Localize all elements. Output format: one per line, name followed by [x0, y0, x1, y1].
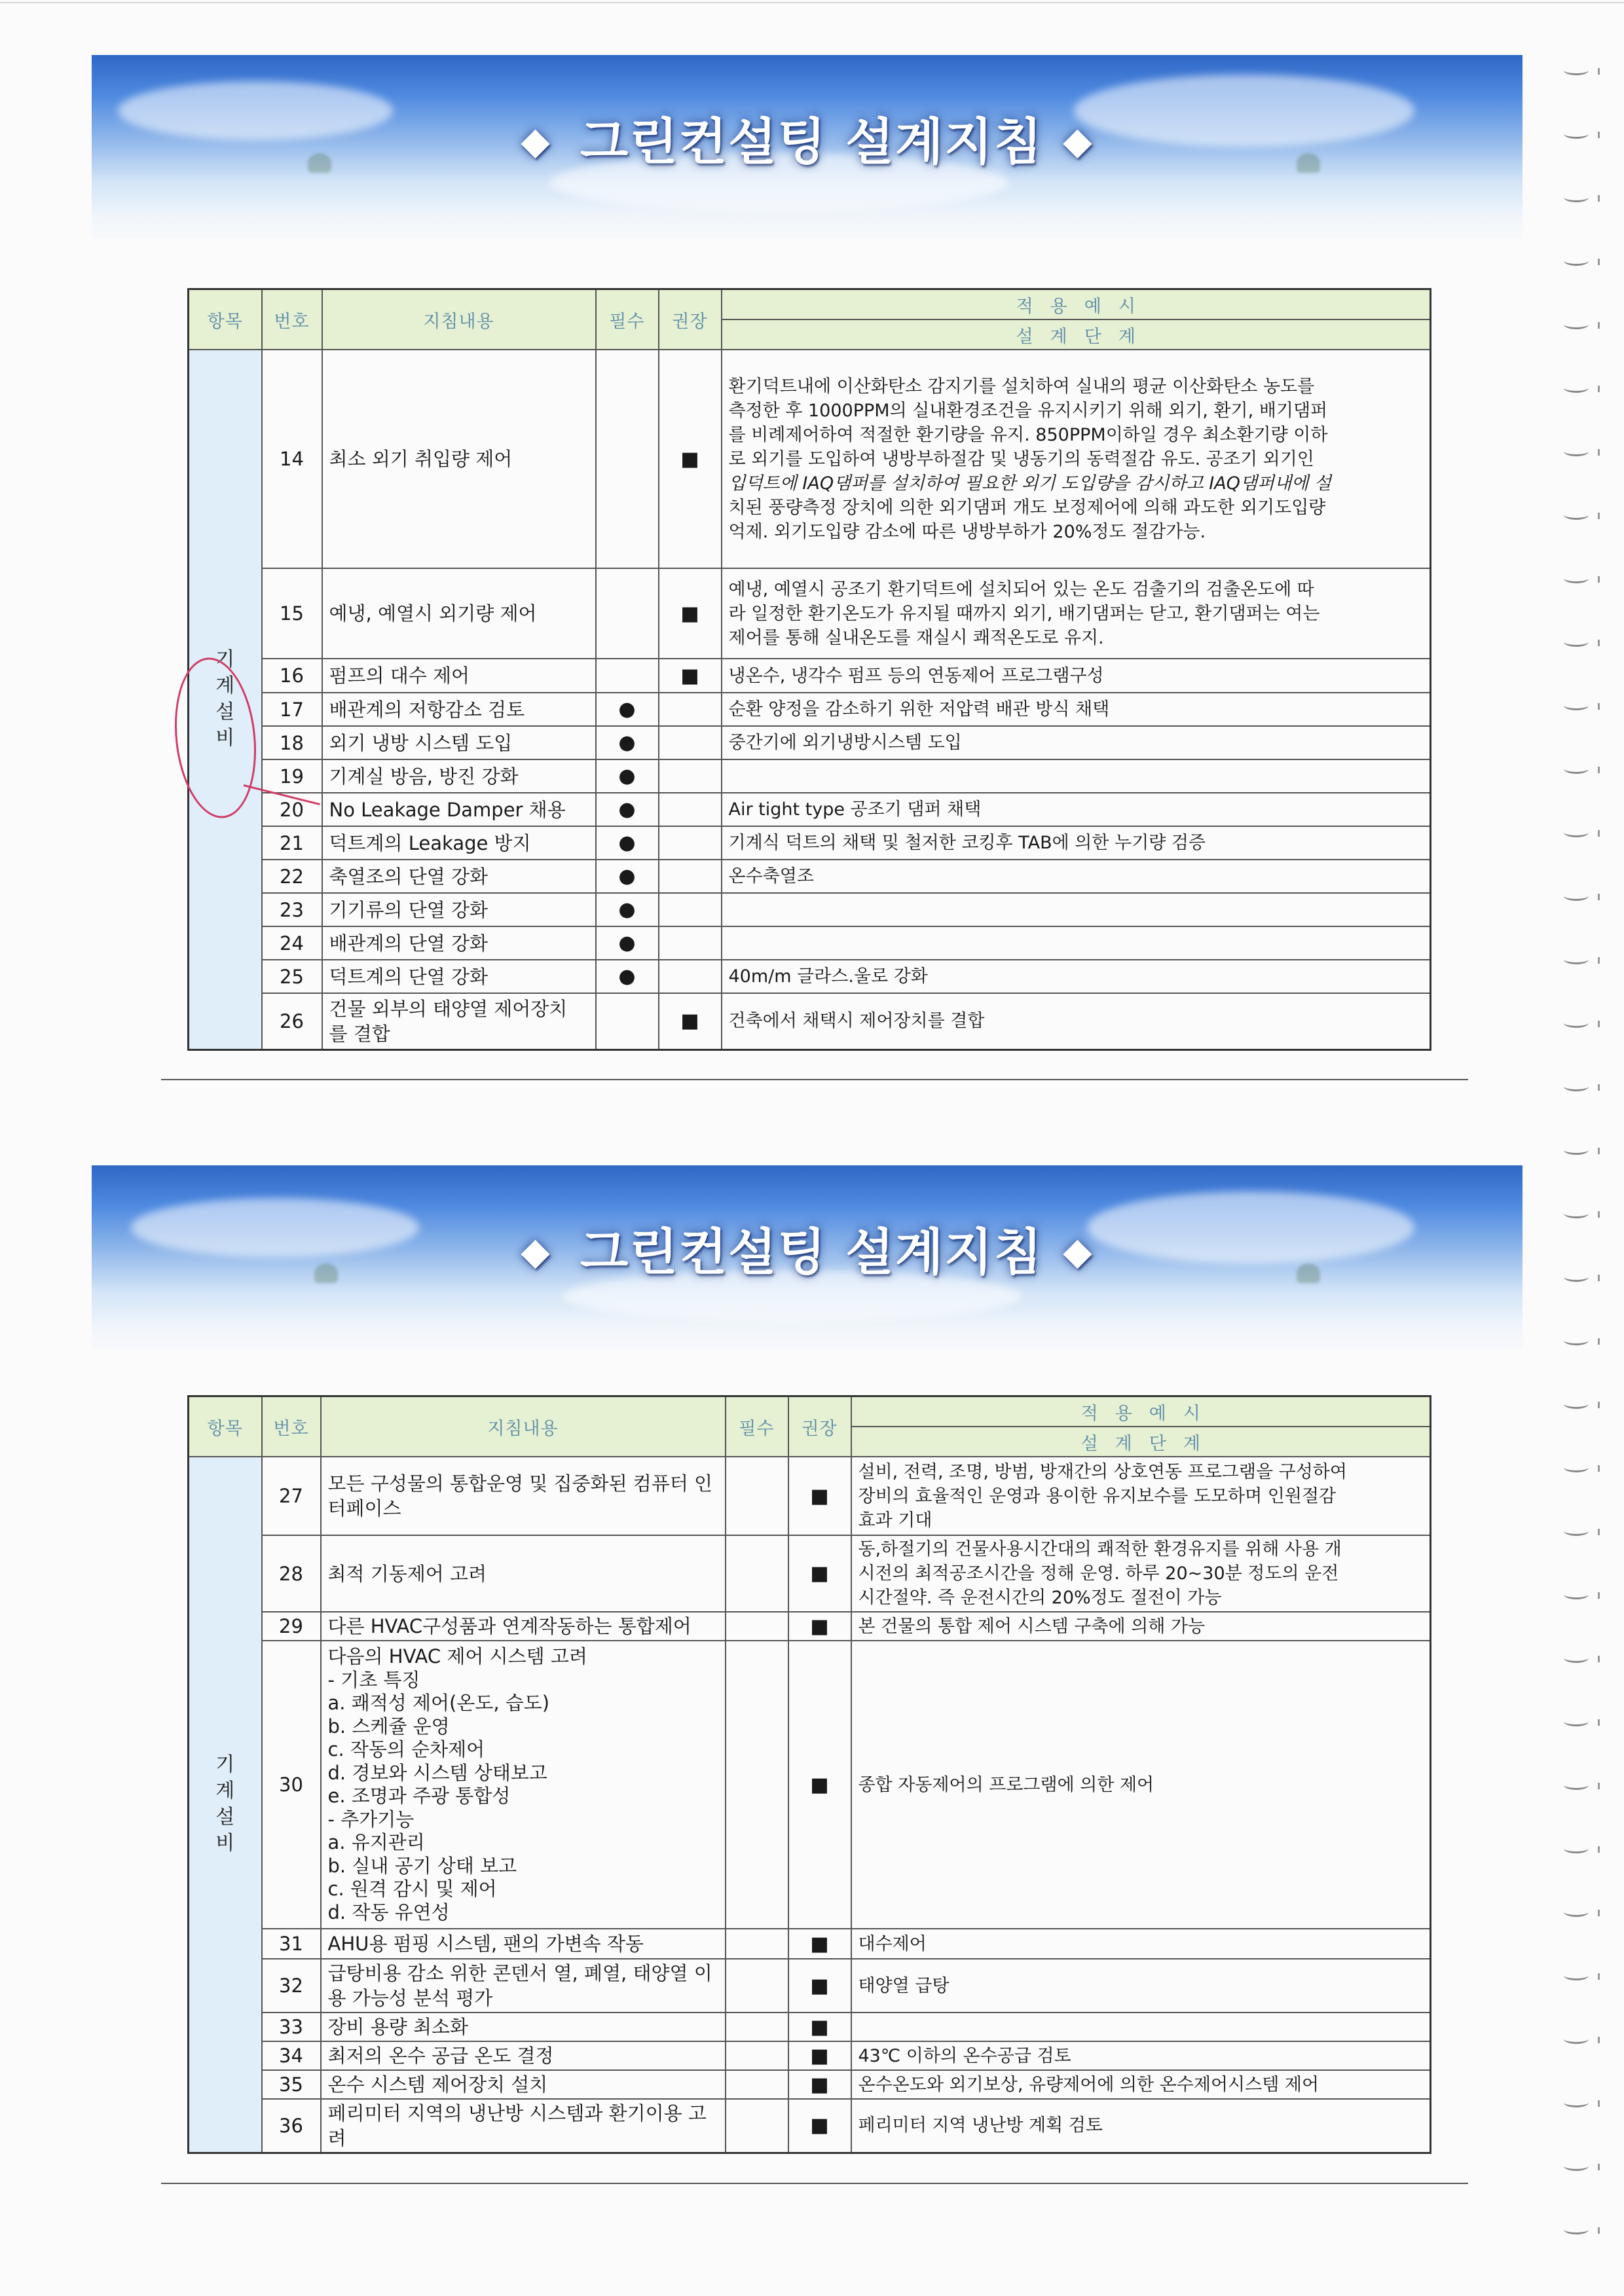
binder-ring — [1564, 1463, 1589, 1472]
binder-ring-tick — [1598, 1719, 1600, 1726]
guideline-text: 온수 시스템 제어장치 설치 — [321, 2070, 726, 2099]
table-row — [189, 1959, 1431, 2013]
category-label: 기계설비 — [215, 648, 235, 750]
row-number: 16 — [262, 659, 322, 693]
header-number: 번호 — [262, 1396, 321, 1457]
mandatory-mark — [726, 2070, 788, 2099]
row-number: 32 — [262, 1959, 321, 2013]
row-number: 22 — [262, 860, 322, 893]
guideline-text: 예냉, 예열시 외기량 제어 — [322, 568, 596, 659]
table-row — [189, 2013, 1431, 2041]
mandatory-mark — [726, 1535, 788, 1612]
table-row — [189, 568, 1431, 659]
mandatory-mark — [726, 1641, 788, 1929]
example-text: 종합 자동제어의 프로그램에 의한 제어 — [851, 1641, 1431, 1929]
row-number: 33 — [262, 2013, 321, 2041]
mandatory-mark: ● — [596, 926, 659, 960]
recommended-mark: ■ — [788, 1929, 851, 1959]
row-number: 20 — [262, 793, 322, 826]
mandatory-mark — [726, 1929, 788, 1959]
mandatory-mark — [726, 1457, 788, 1535]
guideline-text: 기기류의 단열 강화 — [322, 893, 596, 926]
guideline-text: 펌프의 대수 제어 — [322, 659, 596, 693]
binder-ring — [1564, 828, 1589, 837]
recommended-mark — [659, 759, 722, 793]
row-number: 21 — [262, 826, 322, 860]
guideline-text: 축열조의 단열 강화 — [322, 860, 596, 893]
table-row — [189, 2070, 1431, 2099]
example-text: 40m/m 글라스.울로 강화 — [722, 960, 1431, 993]
mandatory-mark — [726, 2099, 788, 2153]
binder-ring — [1564, 637, 1589, 647]
binder-ring-tick — [1598, 957, 1600, 964]
mandatory-mark: ● — [596, 693, 659, 726]
binder-ring-tick — [1598, 1402, 1600, 1408]
binder-ring-tick — [1598, 894, 1600, 900]
header-recommended: 권장 — [659, 289, 722, 350]
binder-ring — [1564, 1717, 1589, 1726]
binder-ring — [1564, 383, 1589, 393]
example-text: 건축에서 채택시 제어장치를 결합 — [722, 993, 1431, 1049]
mandatory-mark: ● — [596, 860, 659, 893]
guideline-text: 덕트계의 단열 강화 — [322, 960, 596, 993]
table-row — [189, 350, 1431, 568]
binder-ring-tick — [1598, 1783, 1600, 1789]
guideline-table-2 — [187, 1395, 1431, 2154]
guideline-text: 건물 외부의 태양열 제어장치 를 결합 — [322, 993, 596, 1049]
title-banner-1 — [92, 55, 1522, 238]
example-text: 대수제어 — [851, 1929, 1431, 1959]
recommended-mark: ■ — [788, 2070, 851, 2099]
table-row — [189, 1612, 1431, 1641]
table-row — [189, 2041, 1431, 2070]
recommended-mark: ■ — [788, 1612, 851, 1641]
row-number: 36 — [262, 2099, 321, 2153]
binder-ring — [1564, 2034, 1589, 2044]
binder-ring — [1564, 1526, 1589, 1536]
row-number: 35 — [262, 2070, 321, 2099]
binder-ring — [1564, 1272, 1589, 1282]
guideline-text: 최소 외기 취입량 제어 — [322, 350, 596, 568]
table-row — [189, 726, 1431, 759]
binder-ring — [1564, 1145, 1589, 1155]
binder-ring-tick — [1598, 830, 1600, 837]
binder-ring-tick — [1598, 1973, 1600, 1980]
binder-ring — [1564, 1590, 1589, 1599]
header-guideline: 지침내용 — [321, 1396, 726, 1457]
recommended-mark — [659, 693, 722, 726]
example-text — [722, 759, 1431, 793]
mandatory-mark: ● — [596, 759, 659, 793]
binder-ring-tick — [1598, 576, 1600, 583]
recommended-mark — [659, 860, 722, 893]
guideline-text: No Leakage Damper 채용 — [322, 793, 596, 826]
header-guideline: 지침내용 — [322, 289, 596, 350]
binder-ring — [1564, 2225, 1589, 2234]
binder-ring-tick — [1598, 767, 1600, 773]
binder-ring-tick — [1598, 1275, 1600, 1281]
mandatory-mark — [596, 993, 659, 1049]
row-number: 23 — [262, 893, 322, 926]
example-text: 태양열 급탕 — [851, 1959, 1431, 2013]
binder-ring — [1564, 1907, 1589, 1917]
binder-ring — [1564, 1780, 1589, 1790]
row-number: 14 — [262, 350, 322, 568]
row-number: 30 — [262, 1641, 321, 1929]
header-example: 적용예시 — [851, 1396, 1431, 1427]
example-text — [851, 2013, 1431, 2041]
guideline-text: 최저의 온수 공급 온도 결정 — [321, 2041, 726, 2070]
binder-ring — [1564, 319, 1589, 329]
header-design-stage: 설계단계 — [851, 1427, 1431, 1457]
binder-ring-tick — [1598, 1656, 1600, 1662]
example-text: 페리미터 지역 냉난방 계획 검토 — [851, 2099, 1431, 2153]
mandatory-mark — [726, 2041, 788, 2070]
recommended-mark: ■ — [788, 2099, 851, 2153]
binder-ring-tick — [1598, 1338, 1600, 1345]
table-row — [189, 826, 1431, 860]
binder-ring — [1564, 192, 1589, 202]
binder-ring — [1564, 574, 1589, 583]
row-number: 31 — [262, 1929, 321, 1959]
binder-ring — [1564, 1399, 1589, 1409]
recommended-mark — [659, 960, 722, 993]
example-text — [722, 926, 1431, 960]
table-row — [189, 860, 1431, 893]
binder-ring-tick — [1598, 640, 1600, 646]
recommended-mark — [659, 726, 722, 759]
row-number: 27 — [262, 1457, 321, 1535]
binder-ring — [1564, 2098, 1589, 2107]
table-row — [189, 1535, 1431, 1612]
example-text: 중간기에 외기냉방시스템 도입 — [722, 726, 1431, 759]
row-number: 29 — [262, 1612, 321, 1641]
binder-ring-tick — [1598, 703, 1600, 710]
guideline-text: 다른 HVAC구성품과 연계작동하는 통합제어 — [321, 1612, 726, 1641]
row-number: 15 — [262, 568, 322, 659]
mandatory-mark — [596, 568, 659, 659]
recommended-mark: ■ — [659, 659, 722, 693]
example-text: 냉온수, 냉각수 펌프 등의 연동제어 프로그램구성 — [722, 659, 1431, 693]
header-mandatory: 필수 — [596, 289, 659, 350]
header-example: 적용예시 — [722, 289, 1431, 320]
guideline-text: 다음의 HVAC 제어 시스템 고려 - 기초 특징 a. 쾌적성 제어(온도, 습도) b. 스케쥴 운영 c. 작동의 순차제어 d. 경보와 시스템 상태보고 e. 조명과 주광 통합성 - 추가기능 a. 유지관리 b. 실내 공기 상태 보고 c. 원격 감시 및 제어 d. 작동 유연성 — [321, 1641, 726, 1929]
guideline-text: 급탕비용 감소 위한 콘덴서 열, 폐열, 태양열 이용 가능성 분석 평가 — [321, 1959, 726, 2013]
guideline-text: AHU용 펌핑 시스템, 팬의 가변속 작동 — [321, 1929, 726, 1959]
guideline-text: 덕트계의 Leakage 방지 — [322, 826, 596, 860]
table-row — [189, 1929, 1431, 1959]
example-text: 온수온도와 외기보상, 유량제어에 의한 온수제어시스템 제어 — [851, 2070, 1431, 2099]
recommended-mark: ■ — [788, 1457, 851, 1535]
recommended-mark: ■ — [788, 1641, 851, 1929]
header-design-stage: 설계단계 — [722, 319, 1431, 350]
row-number: 19 — [262, 759, 322, 793]
row-number: 18 — [262, 726, 322, 759]
binder-ring-tick — [1598, 1148, 1600, 1154]
header-category: 항목 — [189, 1396, 262, 1457]
table-row — [189, 1457, 1431, 1535]
guideline-table-1 — [187, 288, 1431, 1051]
guideline-text: 페리미터 지역의 냉난방 시스템과 환기이용 고려 — [321, 2099, 726, 2153]
recommended-mark — [659, 893, 722, 926]
guideline-text: 장비 용량 최소화 — [321, 2013, 726, 2041]
example-text: 설비, 전력, 조명, 방범, 방재간의 상호연동 프로그램을 구성하여 장비의 효율적인 운영과 용이한 유지보수를 도모하며 인원절감 효과 기대 — [851, 1457, 1431, 1535]
mandatory-mark — [596, 659, 659, 693]
recommended-mark — [659, 926, 722, 960]
table-row — [189, 960, 1431, 993]
header-mandatory: 필수 — [726, 1396, 788, 1457]
table-row — [189, 2099, 1431, 2153]
binder-ring-tick — [1598, 1846, 1600, 1853]
example-text: Air tight type 공조기 댐퍼 채택 — [722, 793, 1431, 826]
binder-ring — [1564, 764, 1589, 774]
binder-ring-tick — [1598, 132, 1600, 138]
binder-ring — [1564, 1082, 1589, 1091]
example-text: 순환 양정을 감소하기 위한 저압력 배관 방식 채택 — [722, 693, 1431, 726]
binder-ring — [1564, 65, 1589, 75]
mandatory-mark — [726, 1959, 788, 2013]
binder-ring-tick — [1598, 259, 1600, 265]
row-number: 17 — [262, 693, 322, 726]
binder-ring-tick — [1598, 1084, 1600, 1091]
binder-ring-tick — [1598, 2037, 1600, 2043]
example-text: 기계식 덕트의 채택 및 철저한 코킹후 TAB에 의한 누기량 검증 — [722, 826, 1431, 860]
page-title: ◆ 그린컨설팅 설계지침 ◆ — [521, 113, 1094, 171]
binder-ring — [1564, 891, 1589, 901]
row-number: 34 — [262, 2041, 321, 2070]
example-text: 동,하절기의 건물사용시간대의 쾌적한 환경유지를 위해 사용 개 시전의 최적공조시간을 정해 운영. 하루 20~30분 정도의 운전 시간절약. 즉 운전시간의 20%정도 절전이 가능 — [851, 1535, 1431, 1612]
binder-ring — [1564, 129, 1589, 139]
binder-ring-tick — [1598, 2164, 1600, 2170]
binder-ring-tick — [1598, 1465, 1600, 1472]
table-header-row — [189, 1396, 1431, 1427]
binder-ring — [1564, 1844, 1589, 1853]
scan-top-edge — [0, 2, 1624, 3]
binder-ring — [1564, 955, 1589, 964]
mandatory-mark: ● — [596, 793, 659, 826]
binder-ring — [1564, 446, 1589, 456]
example-text: 환기덕트내에 이산화탄소 감지기를 설치하여 실내의 평균 이산화탄소 농도를 측정한 후 1000PPM의 실내환경조건을 유지시키기 위해 외기, 환기, 배기댐퍼 를 비례제어하여 적절한 환기량을 유지. 850PPM이하일 경우 최소환기량 이하 로 외기를 도입하여 냉방부하절감 및 냉동기의 동력절감 유도. 공조기 외기인 입덕트에 IAQ댐퍼를 설치하여 필요한 외기 도입량을 감시하고 IAQ댐퍼내에 설 치된 풍량측정 장치에 의한 외기댐퍼 개도 보정제어에 의해 과도한 외기도입량 억제. 외기도입량 감소에 따른 냉방부하가 20%정도 절감가능. — [722, 350, 1431, 568]
binder-ring-tick — [1598, 2100, 1600, 2107]
recommended-mark: ■ — [659, 993, 722, 1049]
table-header-row — [189, 289, 1431, 320]
mandatory-mark — [726, 2013, 788, 2041]
mandatory-mark: ● — [596, 726, 659, 759]
table-row — [189, 926, 1431, 960]
title-banner-2 — [92, 1165, 1522, 1349]
table-row — [189, 693, 1431, 726]
category-cell — [189, 1457, 262, 2153]
guideline-text: 기계실 방음, 방진 강화 — [322, 759, 596, 793]
table-row — [189, 893, 1431, 926]
binder-ring-tick — [1598, 2227, 1600, 2234]
section-divider — [161, 1079, 1468, 1080]
mandatory-mark: ● — [596, 960, 659, 993]
header-category: 항목 — [189, 289, 262, 350]
binder-ring-tick — [1598, 1021, 1600, 1027]
row-number: 26 — [262, 993, 322, 1049]
category-label: 기계설비 — [215, 1753, 235, 1855]
example-text: 예냉, 예열시 공조기 환기덕트에 설치되어 있는 온도 검출기의 검출온도에 따 라 일정한 환기온도가 유지될 때까지 외기, 배기댐퍼는 닫고, 환기댐퍼는 여는 제어를 통해 실내온도를 재실시 쾌적온도로 유지. — [722, 568, 1431, 659]
recommended-mark — [659, 826, 722, 860]
binder-ring-tick — [1598, 449, 1600, 456]
binder-ring-tick — [1598, 1211, 1600, 1218]
binder-ring-tick — [1598, 513, 1600, 519]
binder-ring — [1564, 1209, 1589, 1218]
table-row — [189, 759, 1431, 793]
guideline-text: 최적 기동제어 고려 — [321, 1535, 726, 1612]
binder-ring-tick — [1598, 322, 1600, 329]
binder-ring — [1564, 1018, 1589, 1028]
binder-ring-tick — [1598, 1910, 1600, 1916]
section-divider — [161, 2183, 1468, 2184]
recommended-mark: ■ — [659, 350, 722, 568]
header-recommended: 권장 — [788, 1396, 851, 1457]
binder-ring — [1564, 510, 1589, 520]
mandatory-mark — [596, 350, 659, 568]
binder-ring — [1564, 1653, 1589, 1663]
binder-ring-tick — [1598, 68, 1600, 75]
row-number: 25 — [262, 960, 322, 993]
example-text: 온수축열조 — [722, 860, 1431, 893]
binder-ring — [1564, 256, 1589, 266]
mandatory-mark: ● — [596, 893, 659, 926]
table-row — [189, 993, 1431, 1049]
recommended-mark: ■ — [788, 2013, 851, 2041]
header-number: 번호 — [262, 289, 322, 350]
row-number: 28 — [262, 1535, 321, 1612]
binder-ring — [1564, 2161, 1589, 2171]
recommended-mark: ■ — [788, 1959, 851, 2013]
recommended-mark: ■ — [788, 2041, 851, 2070]
binder-ring-tick — [1598, 386, 1600, 392]
binder-ring — [1564, 1971, 1589, 1980]
page-title-2: ◆ 그린컨설팅 설계지침 ◆ — [521, 1223, 1094, 1281]
binder-ring-tick — [1598, 195, 1600, 202]
recommended-mark: ■ — [659, 568, 722, 659]
binder-ring-tick — [1598, 1529, 1600, 1535]
mandatory-mark — [726, 1612, 788, 1641]
example-text: 43℃ 이하의 온수공급 검토 — [851, 2041, 1431, 2070]
guideline-text: 배관계의 단열 강화 — [322, 926, 596, 960]
binder-ring-tick — [1598, 1592, 1600, 1599]
recommended-mark: ■ — [788, 1535, 851, 1612]
guideline-text: 배관계의 저항감소 검토 — [322, 693, 596, 726]
binder-ring — [1564, 701, 1589, 710]
row-number: 24 — [262, 926, 322, 960]
table-row — [189, 1641, 1431, 1929]
table-row — [189, 793, 1431, 826]
table-row — [189, 659, 1431, 693]
recommended-mark — [659, 793, 722, 826]
example-text — [722, 893, 1431, 926]
guideline-text: 외기 냉방 시스템 도입 — [322, 726, 596, 759]
example-text: 본 건물의 통합 제어 시스템 구축에 의해 가능 — [851, 1612, 1431, 1641]
guideline-text: 모든 구성물의 통합운영 및 집중화된 컴퓨터 인터페이스 — [321, 1457, 726, 1535]
mandatory-mark: ● — [596, 826, 659, 860]
binder-ring — [1564, 1336, 1589, 1345]
